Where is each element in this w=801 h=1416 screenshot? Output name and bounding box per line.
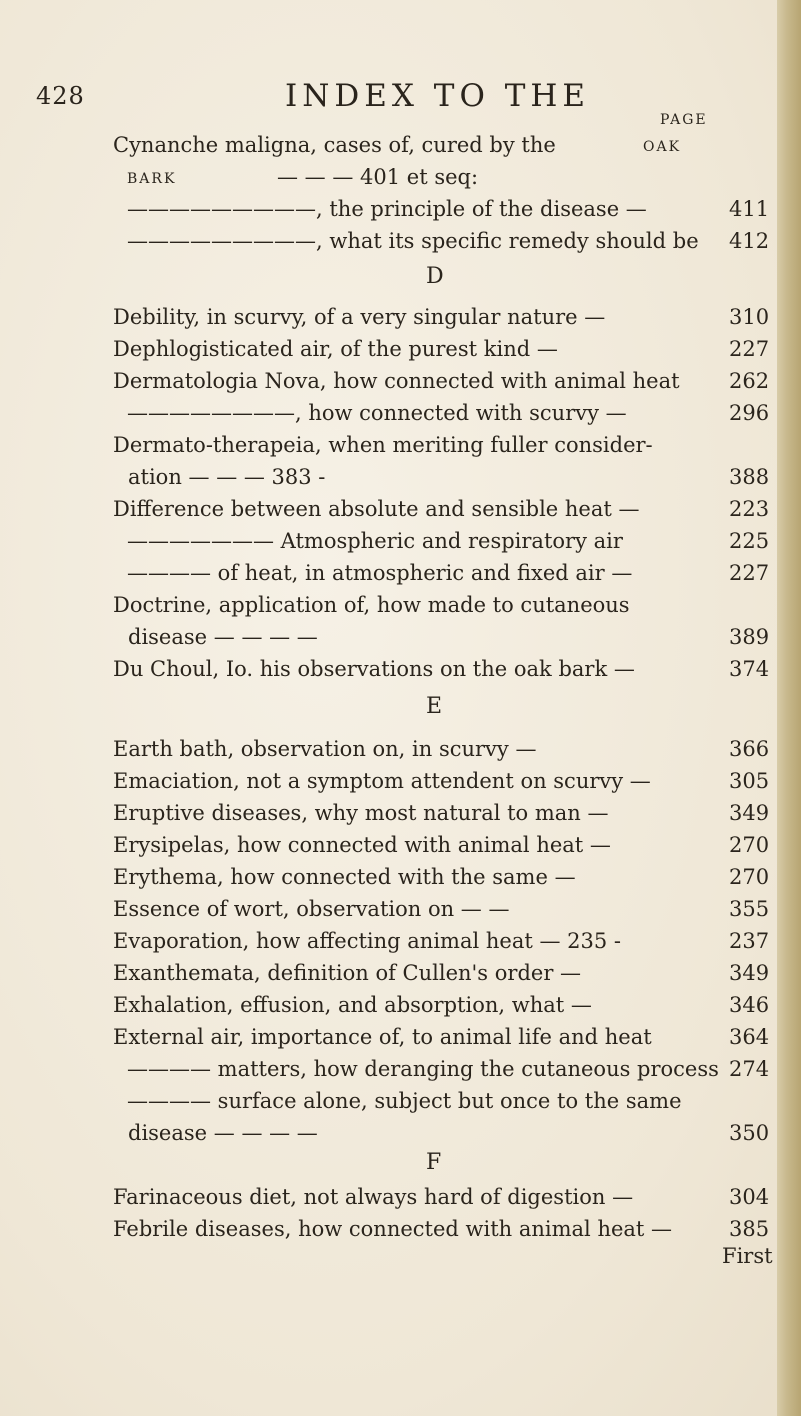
entry-text: Exhalation, effusion, and absorption, what —: [113, 993, 592, 1017]
entry-page: 366: [729, 737, 770, 761]
entry-page: 262: [729, 369, 770, 393]
index-entry: [128, 1116, 768, 1150]
index-entry: [113, 860, 770, 894]
page-header: [30, 78, 770, 118]
entry-page: 355: [729, 897, 770, 921]
section-letter: F: [426, 1150, 442, 1175]
entry-page: 412: [729, 229, 770, 253]
running-head: INDEX TO THE: [285, 78, 591, 114]
index-entry: [113, 956, 770, 990]
catchword: First: [722, 1244, 773, 1268]
entry-text: Cynanche maligna, cases of, cured by the: [113, 133, 556, 157]
entry-text: Debility, in scurvy, of a very singular nature —: [113, 305, 606, 329]
entry-text: Febrile diseases, how connected with animal heat —: [113, 1217, 673, 1241]
entry-page: 223: [729, 497, 770, 521]
index-entry: [113, 796, 770, 830]
entry-page: 364: [729, 1025, 770, 1049]
index-entry: [113, 128, 753, 162]
index-entry: [127, 556, 770, 590]
entry-page: 350: [729, 1121, 770, 1145]
entry-page: 411: [729, 197, 770, 221]
index-entry: [113, 828, 770, 862]
entry-text: Earth bath, observation on, in scurvy —: [113, 737, 537, 761]
entry-text: ———— of heat, in atmospheric and fixed air —: [127, 561, 633, 585]
index-entry: [128, 620, 768, 654]
index-entry: [113, 732, 770, 766]
entry-page: 296: [729, 401, 770, 425]
entry-text: Farinaceous diet, not always hard of digestion —: [113, 1185, 634, 1209]
entry-page: 274: [729, 1057, 770, 1081]
entry-text: Erysipelas, how connected with animal heat —: [113, 833, 611, 857]
entry-text: Difference between absolute and sensible heat —: [113, 497, 640, 521]
index-entry: [113, 1212, 770, 1246]
index-entry: [127, 160, 767, 194]
entry-page: 304: [729, 1185, 770, 1209]
entry-text: —————————, what its specific remedy should be: [127, 229, 699, 253]
index-entry: [127, 1084, 767, 1118]
entry-text: Eruptive diseases, why most natural to man —: [113, 801, 609, 825]
index-entry: [113, 764, 770, 798]
index-entry: [127, 1052, 770, 1086]
entry-page: 349: [729, 961, 770, 985]
index-entry: [113, 892, 770, 926]
entry-text: ———— matters, how deranging the cutaneous process: [127, 1057, 719, 1081]
page-column-label: PAGE: [660, 112, 708, 128]
entry-text: Exanthemata, definition of Cullen's order —: [113, 961, 582, 985]
index-entry: [128, 460, 768, 494]
entry-text: Essence of wort, observation on — —: [113, 897, 510, 921]
index-entry: [113, 988, 770, 1022]
entry-page: 374: [729, 657, 770, 681]
entry-text: Dermato-therapeia, when meriting fuller consider-: [113, 433, 653, 457]
entry-page: 270: [729, 833, 770, 857]
index-entry: [127, 192, 770, 226]
index-entry: [113, 364, 770, 398]
index-entry: [113, 332, 770, 366]
entry-text: ————————, how connected with scurvy —: [127, 401, 627, 425]
entry-text: disease — — — —: [128, 1121, 318, 1145]
entry-text-bark: BARK: [127, 171, 177, 187]
index-entry: [127, 524, 770, 558]
page-number: 428: [36, 82, 85, 110]
entry-text: Erythema, how connected with the same —: [113, 865, 576, 889]
index-entry: [113, 428, 763, 462]
entry-text: —————————, the principle of the disease —: [127, 197, 647, 221]
index-entry: [113, 924, 770, 958]
index-entry: [127, 224, 770, 258]
index-entry: [113, 1020, 770, 1054]
page-edge: [777, 0, 801, 1416]
entry-text: Doctrine, application of, how made to cutaneous: [113, 593, 630, 617]
entry-page: 225: [729, 529, 770, 553]
entry-page: 227: [729, 561, 770, 585]
entry-text: ——————— Atmospheric and respiratory air: [127, 529, 623, 553]
entry-text: ———— surface alone, subject but once to the same: [127, 1089, 682, 1113]
index-entry: [127, 396, 770, 430]
entry-text: Emaciation, not a symptom attendent on scurvy —: [113, 769, 651, 793]
entry-text: Evaporation, how affecting animal heat — 235 -: [113, 929, 621, 953]
entry-text: Dermatologia Nova, how connected with animal heat: [113, 369, 680, 393]
entry-text: Dephlogisticated air, of the purest kind —: [113, 337, 558, 361]
entry-text-oak: OAK: [643, 139, 682, 155]
section-letter: E: [426, 694, 443, 719]
entry-text: External air, importance of, to animal life and heat: [113, 1025, 652, 1049]
entry-page: 270: [729, 865, 770, 889]
index-entry: [113, 300, 770, 334]
entry-text: ation — — — 383 -: [128, 465, 326, 489]
entry-page: 388: [729, 465, 770, 489]
entry-page: 389: [729, 625, 770, 649]
entry-page: 385: [729, 1217, 770, 1241]
entry-page: 346: [729, 993, 770, 1017]
entry-text: Du Choul, Io. his observations on the oak bark —: [113, 657, 635, 681]
index-entry: [113, 492, 770, 526]
entry-page: 237: [729, 929, 770, 953]
entry-page: 349: [729, 801, 770, 825]
entry-page: 227: [729, 337, 770, 361]
entry-page: 310: [729, 305, 770, 329]
section-letter: D: [426, 264, 444, 289]
entry-page: 305: [729, 769, 770, 793]
index-entry: [113, 1180, 770, 1214]
entry-text: — — — 401 et seq:: [277, 165, 479, 189]
index-entry: [113, 652, 770, 686]
entry-text: disease — — — —: [128, 625, 318, 649]
index-entry: [113, 588, 763, 622]
